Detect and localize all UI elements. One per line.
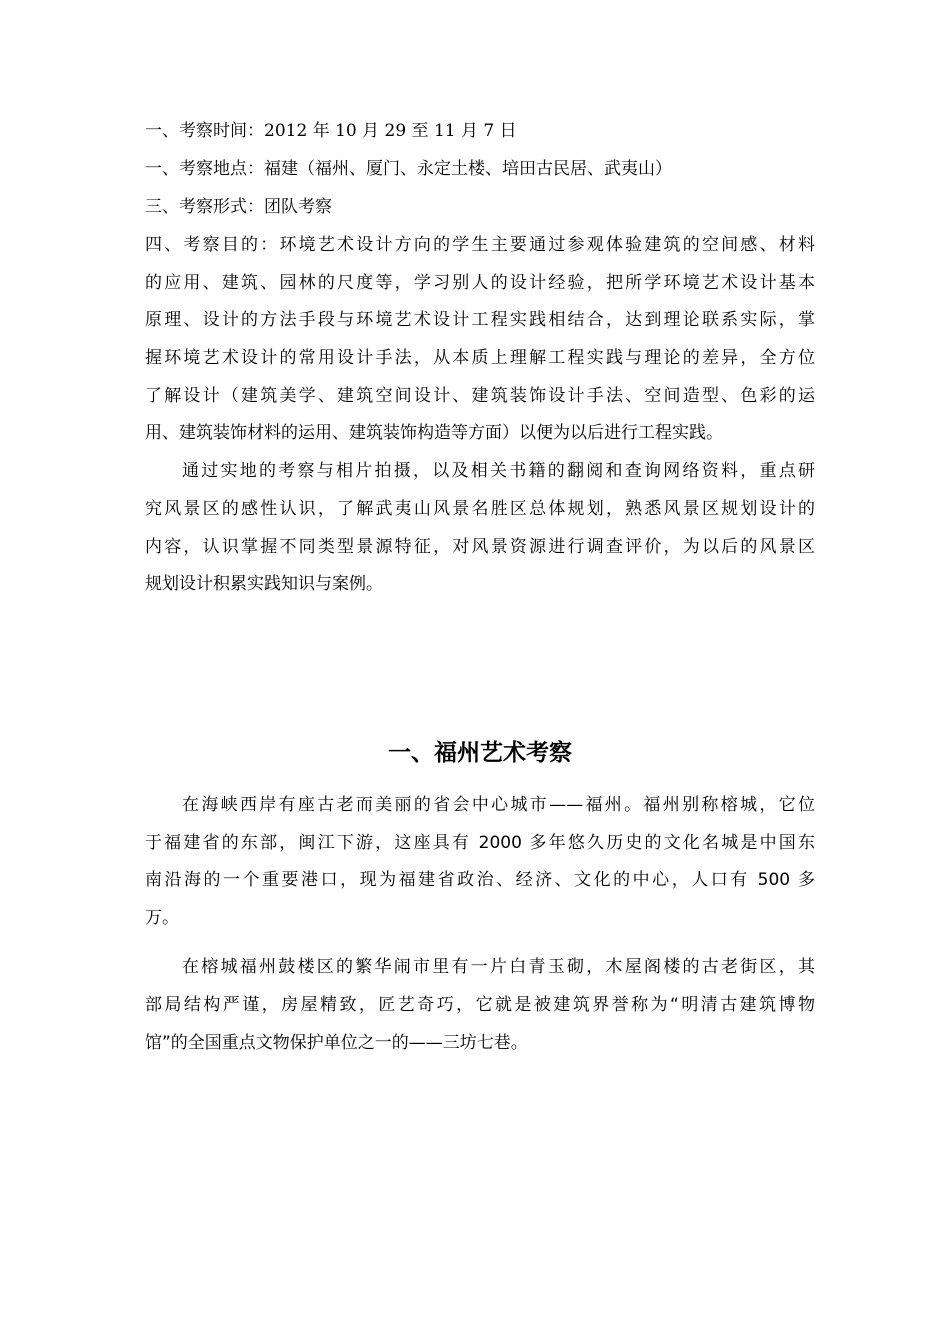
- purpose-line: 的应用、建筑、园林的尺度等，学习别人的设计经验，把所学环境艺术设计基本: [145, 273, 815, 293]
- sanfang-paragraph-line: 部局结构严谨，房屋精致，匠艺奇巧，它就是被建筑界誉称为“明清古建筑博物: [145, 995, 815, 1015]
- intro-line: 规划设计积累实践知识与案例。: [145, 574, 383, 594]
- fuzhou-paragraph-line: 于福建省的东部，闽江下游，这座具有 2000 多年悠久历史的文化名城是中国东: [145, 833, 815, 853]
- purpose-line: 原理、设计的方法手段与环境艺术设计工程实践相结合，达到理论联系实际，掌: [145, 310, 815, 330]
- purpose-line: 用、建筑装饰材料的运用、建筑装饰构造等方面）以便为以后进行工程实践。: [145, 423, 723, 443]
- purpose-line: 了解设计（建筑美学、建筑空间设计、建筑装饰设计手法、空间造型、色彩的运: [145, 386, 815, 406]
- info-time: 一、考察时间：2012 年 10 月 29 至 11 月 7 日: [145, 121, 517, 141]
- intro-line: 究风景区的感性认识，了解武夷山风景名胜区总体规划，熟悉风景区规划设计的: [145, 499, 815, 519]
- intro-line: 通过实地的考察与相片拍摄，以及相关书籍的翻阅和查询网络资料，重点研: [182, 461, 815, 481]
- info-location: 一、考察地点：福建（福州、厦门、永定土楼、培田古民居、武夷山）: [145, 159, 672, 179]
- purpose-line: 握环境艺术设计的常用设计手法，从本质上理解工程实践与理论的差异，全方位: [145, 348, 815, 368]
- fuzhou-paragraph-line: 万。: [145, 908, 179, 928]
- info-form: 三、考察形式：团队考察: [145, 197, 332, 217]
- purpose-line: 四、考察目的：环境艺术设计方向的学生主要通过参观体验建筑的空间感、材料: [145, 235, 815, 255]
- fuzhou-paragraph-line: 南沿海的一个重要港口，现为福建省政治、经济、文化的中心，人口有 500 多: [145, 870, 815, 890]
- sanfang-paragraph-line: 在榕城福州鼓楼区的繁华闹市里有一片白青玉砌，木屋阁楼的古老街区，其: [182, 957, 815, 977]
- section-heading: 一、福州艺术考察: [388, 740, 572, 766]
- intro-line: 内容，认识掌握不同类型景源特征，对风景资源进行调查评价，为以后的风景区: [145, 537, 815, 557]
- sanfang-paragraph-line: 馆”的全国重点文物保护单位之一的——三坊七巷。: [145, 1033, 528, 1053]
- fuzhou-paragraph-line: 在海峡西岸有座古老而美丽的省会中心城市——福州。福州别称榕城，它位: [182, 795, 815, 815]
